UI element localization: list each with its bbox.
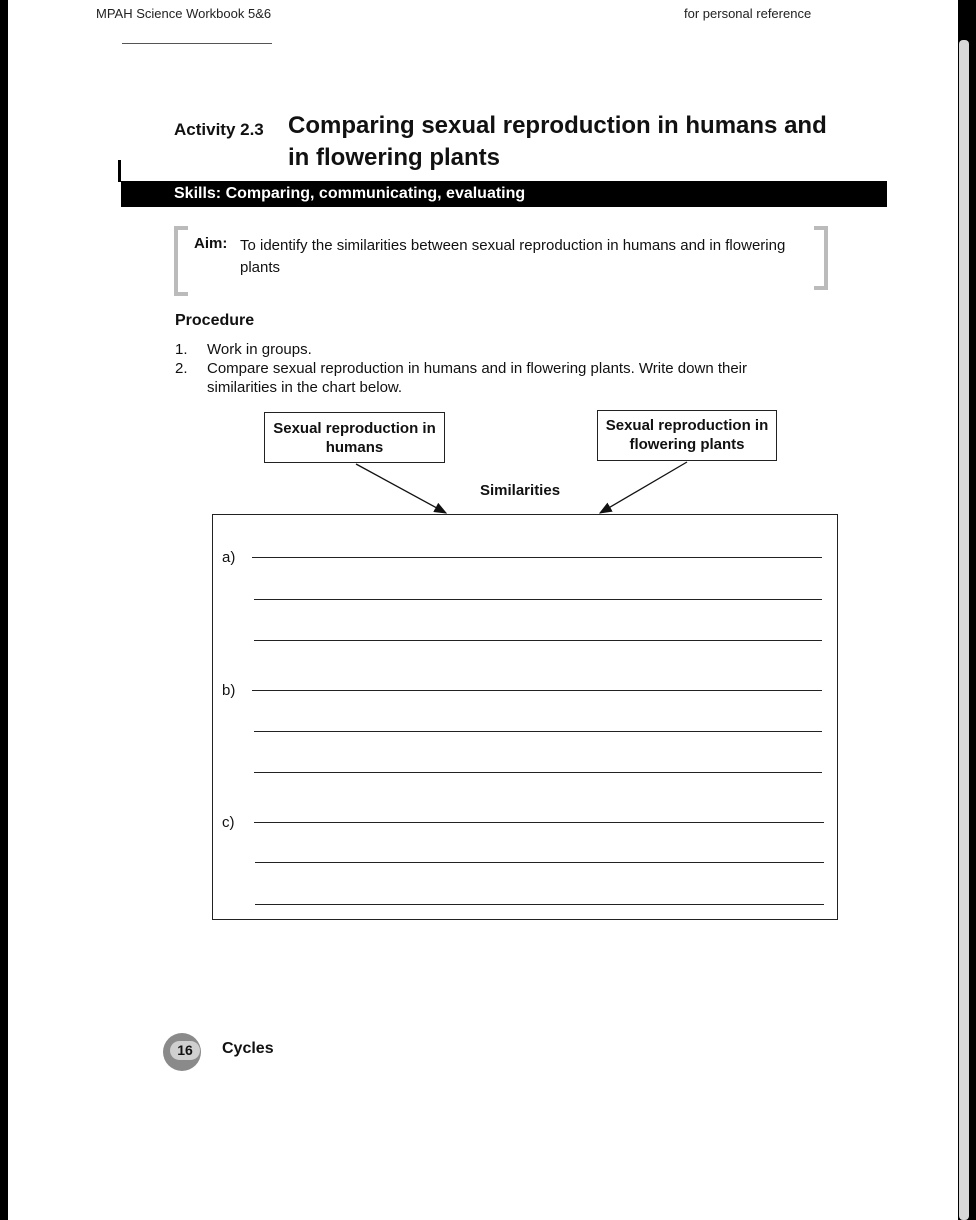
arrow-right <box>600 462 687 513</box>
step-text: Work in groups. <box>207 341 312 358</box>
aim-label: Aim: <box>194 235 228 252</box>
page-number: 16 <box>170 1041 200 1060</box>
answer-line[interactable] <box>254 599 822 600</box>
answer-line[interactable] <box>254 822 824 823</box>
question-label-b: b) <box>222 682 236 699</box>
step-number: 1. <box>175 341 188 358</box>
answer-line[interactable] <box>254 731 822 732</box>
question-label-c: c) <box>222 814 235 831</box>
procedure-heading: Procedure <box>175 312 255 329</box>
activity-number: Activity 2.3 <box>174 120 264 139</box>
activity-title: Comparing sexual reproduction in humans and in flowering plants <box>288 112 827 171</box>
step-text: Compare sexual reproduction in humans and in flowering plants. Write down their similarities in the chart below. <box>207 360 748 396</box>
arrow-left <box>356 464 446 513</box>
answer-line[interactable] <box>254 640 822 641</box>
footer-section: Cycles <box>222 1040 274 1057</box>
step-number: 2. <box>175 360 188 377</box>
skills-banner: Skills: Comparing, communicating, evaluating <box>121 181 887 207</box>
header-note: for personal reference <box>684 6 812 21</box>
question-label-a: a) <box>222 549 236 566</box>
answer-line[interactable] <box>255 904 824 905</box>
similarities-label: Similarities <box>480 482 561 499</box>
answer-line[interactable] <box>252 690 822 691</box>
plants-box: Sexual reproduction in flowering plants <box>597 410 777 461</box>
answer-line[interactable] <box>252 557 822 558</box>
answer-line[interactable] <box>255 862 824 863</box>
answer-box <box>212 514 838 920</box>
header-title: MPAH Science Workbook 5&6 <box>96 6 272 21</box>
answer-line[interactable] <box>254 772 822 773</box>
aim-text: To identify the similarities between sexual reproduction in humans and in flowering plants <box>240 237 786 276</box>
humans-box: Sexual reproduction in humans <box>264 412 445 463</box>
